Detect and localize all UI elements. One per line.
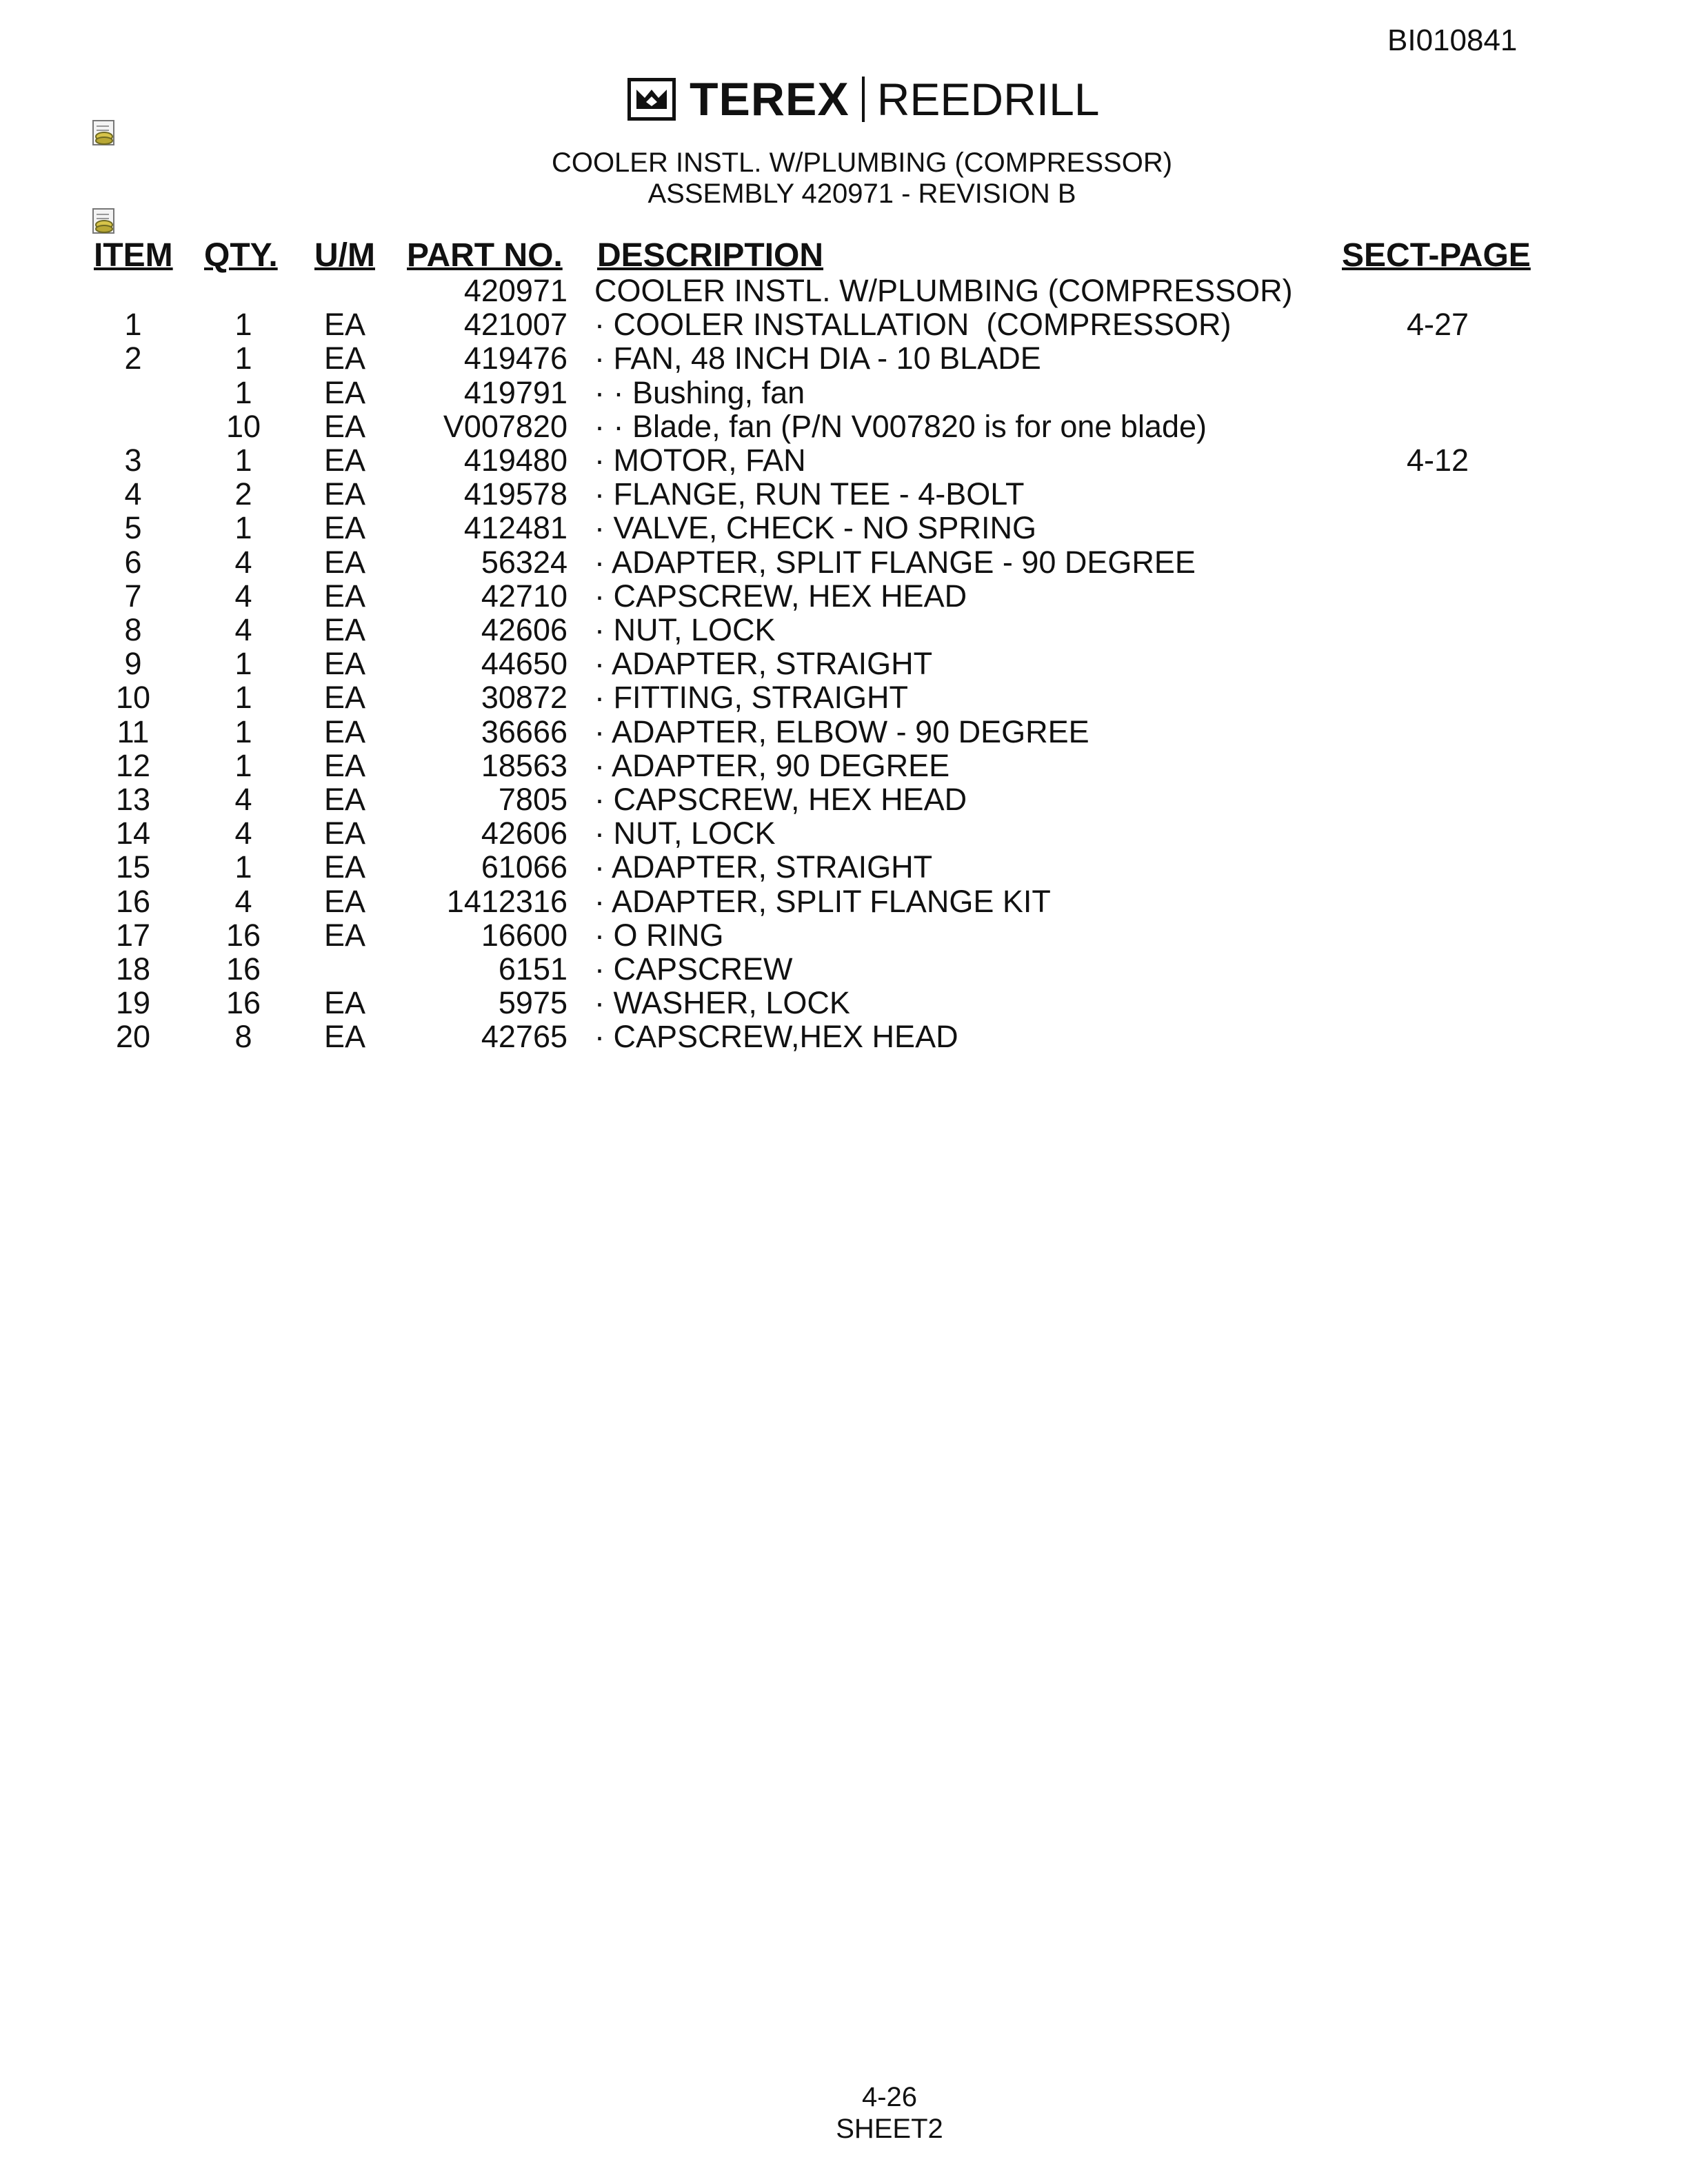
header-um: U/M — [314, 237, 375, 274]
brand-name: TEREX — [690, 73, 850, 125]
table-row — [0, 612, 1688, 646]
cell-qty: 1 — [234, 646, 252, 682]
assembly-title: COOLER INSTL. W/PLUMBING (COMPRESSOR) — [551, 148, 1173, 178]
table-row — [0, 443, 1688, 476]
cell-sect: 4-27 — [1406, 307, 1469, 343]
table-row — [0, 578, 1688, 612]
cell-qty: 2 — [234, 476, 252, 512]
cell-description: · NUT, LOCK — [594, 612, 776, 647]
cell-um: EA — [323, 510, 366, 546]
table-row — [0, 273, 1688, 307]
brand-logo — [627, 72, 1100, 127]
table-row — [0, 476, 1688, 510]
cell-part: 412481 — [463, 510, 567, 546]
cell-item: 3 — [124, 443, 142, 478]
cell-part: 42606 — [481, 612, 567, 647]
cell-part: V007820 — [443, 408, 567, 444]
document-id: BI010841 — [1387, 23, 1518, 57]
cell-part: 16600 — [481, 917, 567, 953]
cell-qty: 1 — [234, 374, 252, 410]
cell-description: · CAPSCREW, HEX HEAD — [594, 578, 967, 614]
cell-um: EA — [323, 985, 366, 1021]
cell-item: 11 — [117, 714, 150, 749]
cell-qty: 4 — [234, 578, 252, 614]
cell-part: 42606 — [481, 816, 567, 851]
cell-part: 419480 — [463, 443, 567, 478]
cell-part: 7805 — [498, 782, 567, 817]
cell-description: · ADAPTER, STRAIGHT — [594, 646, 933, 682]
cell-description: · FAN, 48 INCH DIA - 10 BLADE — [594, 341, 1041, 376]
cell-part: 1412316 — [446, 883, 567, 919]
cell-item: 14 — [115, 816, 151, 851]
table-row — [0, 341, 1688, 374]
cell-um: EA — [323, 883, 366, 919]
cell-um: EA — [323, 747, 366, 783]
cell-item: 15 — [115, 849, 151, 885]
cell-part: 5975 — [498, 985, 567, 1021]
cell-um: EA — [323, 1019, 366, 1055]
cell-um: EA — [323, 578, 366, 614]
cell-description: · FLANGE, RUN TEE - 4-BOLT — [594, 476, 1025, 512]
cell-qty: 1 — [234, 849, 252, 885]
cell-item: 19 — [115, 985, 151, 1021]
document-link-icon[interactable] — [92, 120, 116, 146]
cell-part: 18563 — [481, 747, 567, 783]
cell-description: · NUT, LOCK — [594, 816, 776, 851]
cell-um: EA — [323, 612, 366, 647]
cell-qty: 1 — [234, 443, 252, 478]
cell-um: EA — [323, 782, 366, 817]
cell-qty: 8 — [234, 1019, 252, 1055]
cell-item: 1 — [124, 307, 142, 343]
cell-description: · VALVE, CHECK - NO SPRING — [594, 510, 1036, 546]
cell-part: 42710 — [481, 578, 567, 614]
cell-um: EA — [323, 816, 366, 851]
cell-description: · CAPSCREW,HEX HEAD — [594, 1019, 958, 1055]
cell-description: · ADAPTER, SPLIT FLANGE - 90 DEGREE — [594, 544, 1196, 580]
cell-description: · CAPSCREW, HEX HEAD — [594, 782, 967, 817]
cell-um: EA — [323, 341, 366, 376]
cell-item: 16 — [115, 883, 151, 919]
cell-qty: 16 — [225, 917, 261, 953]
cell-qty: 1 — [234, 341, 252, 376]
cell-part: 44650 — [481, 646, 567, 682]
cell-item: 18 — [115, 951, 151, 987]
table-row — [0, 849, 1688, 883]
cell-um: EA — [323, 849, 366, 885]
cell-qty: 4 — [234, 544, 252, 580]
table-row — [0, 545, 1688, 578]
table-row — [0, 375, 1688, 409]
table-row — [0, 409, 1688, 443]
cell-part: 61066 — [481, 849, 567, 885]
cell-description: · ADAPTER, ELBOW - 90 DEGREE — [594, 714, 1089, 749]
table-row — [0, 985, 1688, 1019]
cell-item: 13 — [115, 782, 151, 817]
document-link-icon[interactable] — [92, 208, 116, 234]
cell-item: 10 — [115, 680, 151, 716]
cell-um: EA — [323, 646, 366, 682]
cell-item: 2 — [124, 341, 142, 376]
table-row — [0, 646, 1688, 680]
header-part-no: PART NO. — [407, 237, 563, 274]
brand-subname: REEDRILL — [876, 74, 1100, 125]
cell-qty: 4 — [234, 782, 252, 817]
cell-description: · FITTING, STRAIGHT — [594, 680, 908, 716]
table-row — [0, 884, 1688, 918]
cell-description: · · Blade, fan (P/N V007820 is for one blade) — [594, 408, 1207, 444]
cell-part: 36666 — [481, 714, 567, 749]
header-description: DESCRIPTION — [597, 237, 824, 274]
cell-item: 7 — [124, 578, 142, 614]
cell-item: 8 — [124, 612, 142, 647]
cell-um: EA — [323, 544, 366, 580]
sheet-label: SHEET2 — [836, 2114, 943, 2144]
cell-um: EA — [323, 917, 366, 953]
cell-part: 30872 — [481, 680, 567, 716]
cell-qty: 4 — [234, 612, 252, 647]
table-row — [0, 816, 1688, 849]
table-row — [0, 782, 1688, 816]
cell-qty: 1 — [234, 307, 252, 343]
cell-um: EA — [323, 408, 366, 444]
cell-description: · ADAPTER, STRAIGHT — [594, 849, 933, 885]
cell-qty: 16 — [225, 985, 261, 1021]
cell-description: · WASHER, LOCK — [594, 985, 850, 1021]
cell-um: EA — [323, 307, 366, 343]
cell-item: 12 — [115, 747, 151, 783]
cell-description: · COOLER INSTALLATION (COMPRESSOR) — [594, 307, 1232, 343]
table-row — [0, 748, 1688, 782]
cell-description: · ADAPTER, 90 DEGREE — [594, 747, 950, 783]
cell-part: 419476 — [463, 341, 567, 376]
cell-qty: 4 — [234, 816, 252, 851]
cell-um: EA — [323, 374, 366, 410]
terex-logo-icon — [627, 78, 676, 121]
cell-item: 5 — [124, 510, 142, 546]
cell-qty: 16 — [225, 951, 261, 987]
cell-qty: 1 — [234, 680, 252, 716]
cell-item: 20 — [115, 1019, 151, 1055]
cell-um: EA — [323, 476, 366, 512]
cell-part: 419578 — [463, 476, 567, 512]
table-row — [0, 510, 1688, 544]
cell-description: · O RING — [594, 917, 724, 953]
cell-qty: 1 — [234, 747, 252, 783]
cell-part: 421007 — [463, 307, 567, 343]
cell-description: · · Bushing, fan — [594, 374, 805, 410]
header-item: ITEM — [94, 237, 173, 274]
cell-qty: 1 — [234, 510, 252, 546]
cell-description: · MOTOR, FAN — [594, 443, 806, 478]
cell-sect: 4-12 — [1406, 443, 1469, 478]
cell-item: 6 — [124, 544, 142, 580]
cell-part: 42765 — [481, 1019, 567, 1055]
header-qty: QTY. — [204, 237, 278, 274]
cell-part: 420971 — [463, 273, 567, 308]
cell-description: · CAPSCREW — [594, 951, 793, 987]
cell-item: 4 — [124, 476, 142, 512]
cell-item: 9 — [124, 646, 142, 682]
cell-um: EA — [323, 714, 366, 749]
cell-um: EA — [323, 680, 366, 716]
header-sect-page: SECT-PAGE — [1342, 237, 1531, 274]
cell-part: 419791 — [463, 374, 567, 410]
assembly-subtitle: ASSEMBLY 420971 - REVISION B — [647, 179, 1076, 209]
table-row — [0, 1019, 1688, 1053]
cell-part: 6151 — [498, 951, 567, 987]
cell-qty: 1 — [234, 714, 252, 749]
table-row — [0, 918, 1688, 951]
cell-item: 17 — [115, 917, 151, 953]
cell-part: 56324 — [481, 544, 567, 580]
page-number: 4-26 — [861, 2082, 918, 2112]
cell-description: COOLER INSTL. W/PLUMBING (COMPRESSOR) — [594, 273, 1293, 308]
cell-description: · ADAPTER, SPLIT FLANGE KIT — [594, 883, 1051, 919]
cell-qty: 4 — [234, 883, 252, 919]
brand-divider — [862, 77, 865, 122]
table-row — [0, 307, 1688, 341]
table-row — [0, 951, 1688, 985]
table-row — [0, 680, 1688, 714]
cell-um: EA — [323, 443, 366, 478]
cell-qty: 10 — [225, 408, 261, 444]
table-row — [0, 714, 1688, 748]
